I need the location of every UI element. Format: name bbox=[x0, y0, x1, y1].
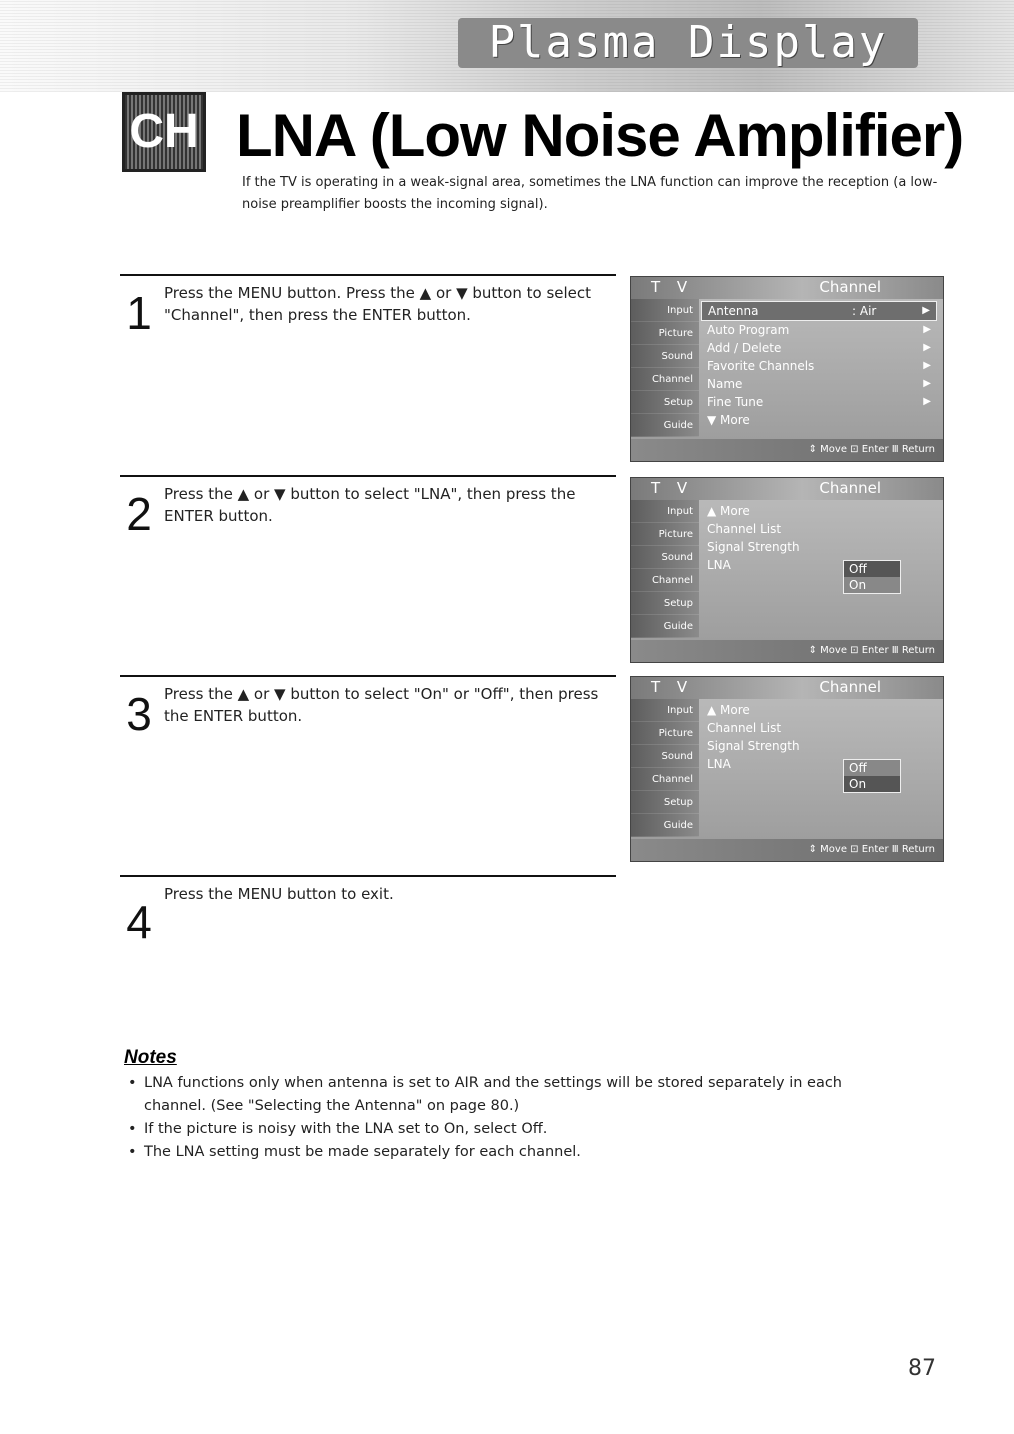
arrow-right-icon: ▶ bbox=[923, 378, 931, 389]
sidebar-item-setup: Setup bbox=[631, 592, 699, 615]
menu-item-fine-tune bbox=[701, 393, 937, 411]
option-off: Off bbox=[849, 761, 867, 775]
lna-options bbox=[843, 759, 901, 793]
menu-item-label: Fine Tune bbox=[707, 395, 764, 409]
screen-header bbox=[631, 677, 943, 699]
sidebar-item-input: Input bbox=[631, 699, 699, 722]
sidebar-item-channel: Channel bbox=[631, 569, 699, 592]
sidebar-item-picture: Picture bbox=[631, 722, 699, 745]
sidebar-item-picture: Picture bbox=[631, 322, 699, 345]
menu-item-channel-list: Channel List bbox=[707, 721, 782, 735]
screen-mode-label: T V bbox=[651, 678, 694, 696]
screen-title: Channel bbox=[819, 278, 881, 296]
menu-item-more bbox=[701, 411, 937, 429]
notes-list bbox=[124, 1072, 884, 1164]
screen-mode-label: T V bbox=[651, 278, 694, 296]
sidebar-item-setup: Setup bbox=[631, 391, 699, 414]
step-text: Press the ▲ or ▼ button to select "On" or "Off", then press the ENTER button. bbox=[164, 685, 599, 725]
step-divider bbox=[120, 875, 616, 877]
menu-item-auto-program bbox=[701, 321, 937, 339]
menu-item-more: ▲ More bbox=[707, 504, 750, 518]
sidebar-item-picture: Picture bbox=[631, 523, 699, 546]
top-banner bbox=[0, 0, 1014, 92]
step-divider bbox=[120, 274, 616, 276]
notes-heading: Notes bbox=[124, 1047, 177, 1068]
note-item: • LNA functions only when antenna is set to AIR and the settings will be stored separately in each channel. (See "Selecting the Antenna" on page 80.) bbox=[124, 1072, 884, 1118]
step-4 bbox=[120, 875, 616, 948]
sidebar-item-setup: Setup bbox=[631, 791, 699, 814]
menu-item-channel-list: Channel List bbox=[707, 522, 782, 536]
sidebar-item-channel: Channel bbox=[631, 768, 699, 791]
menu-item-more: ▲ More bbox=[707, 703, 750, 717]
screen-header bbox=[631, 277, 943, 299]
menu-item-add-delete bbox=[701, 339, 937, 357]
screen-header bbox=[631, 478, 943, 500]
step-divider bbox=[120, 475, 616, 477]
step-number: 3 bbox=[126, 688, 152, 740]
note-item: • If the picture is noisy with the LNA set to On, select Off. bbox=[124, 1118, 884, 1141]
menu-item-label: Auto Program bbox=[707, 323, 790, 337]
option-on: On bbox=[844, 776, 900, 792]
sidebar-item-guide: Guide bbox=[631, 615, 699, 638]
sidebar-item-guide: Guide bbox=[631, 814, 699, 837]
note-item: • The LNA setting must be made separately for each channel. bbox=[124, 1141, 884, 1164]
screen-sidebar bbox=[631, 299, 699, 437]
sidebar-item-channel: Channel bbox=[631, 368, 699, 391]
intro-text: If the TV is operating in a weak-signal area, sometimes the LNA function can improve the reception (a low-noise preamplifier boosts the incoming signal). bbox=[242, 175, 938, 212]
menu-item-value: : Air bbox=[852, 304, 877, 318]
screen-menu bbox=[701, 502, 937, 636]
step-number: 1 bbox=[126, 287, 152, 339]
menu-item-label: Name bbox=[707, 377, 743, 391]
sidebar-item-input: Input bbox=[631, 299, 699, 322]
step-text: Press the ▲ or ▼ button to select "LNA", then press the ENTER button. bbox=[164, 485, 576, 525]
arrow-right-icon: ▶ bbox=[922, 305, 930, 316]
page-title: LNA (Low Noise Amplifier) bbox=[236, 102, 964, 169]
menu-item-favorite-channels bbox=[701, 357, 937, 375]
screen-title: Channel bbox=[819, 479, 881, 497]
menu-item-signal-strength: Signal Strength bbox=[707, 739, 800, 753]
step-divider bbox=[120, 675, 616, 677]
screen-menu bbox=[701, 301, 937, 435]
screen-sidebar bbox=[631, 500, 699, 638]
step-1 bbox=[120, 274, 616, 339]
sidebar-item-guide: Guide bbox=[631, 414, 699, 437]
step-number: 2 bbox=[126, 488, 152, 540]
menu-item-label: Favorite Channels bbox=[707, 359, 815, 373]
step-number: 4 bbox=[126, 896, 152, 948]
page-number: 87 bbox=[908, 1356, 936, 1381]
step-text: Press the MENU button to exit. bbox=[164, 885, 394, 903]
tv-screen-lna-options bbox=[630, 676, 944, 862]
menu-item-lna: LNA bbox=[707, 558, 731, 572]
sidebar-item-input: Input bbox=[631, 500, 699, 523]
screen-footer: ⇕ Move ⊡ Enter Ⅲ Return bbox=[631, 839, 943, 861]
banner-title: Plasma Display bbox=[458, 18, 918, 68]
tv-screen-lna-select bbox=[630, 477, 944, 663]
arrow-right-icon: ▶ bbox=[923, 396, 931, 407]
arrow-right-icon: ▶ bbox=[923, 324, 931, 335]
arrow-right-icon: ▶ bbox=[923, 342, 931, 353]
step-2 bbox=[120, 475, 616, 540]
screen-menu bbox=[701, 701, 937, 835]
screen-title: Channel bbox=[819, 678, 881, 696]
tv-screen-channel-menu bbox=[630, 276, 944, 462]
lna-options bbox=[843, 560, 901, 594]
menu-item-name bbox=[701, 375, 937, 393]
option-on: On bbox=[849, 578, 867, 592]
menu-item-antenna bbox=[701, 301, 937, 321]
screen-sidebar bbox=[631, 699, 699, 837]
sidebar-item-sound: Sound bbox=[631, 345, 699, 368]
section-badge: CH bbox=[122, 92, 206, 172]
menu-item-label: Add / Delete bbox=[707, 341, 782, 355]
menu-item-lna: LNA bbox=[707, 757, 731, 771]
menu-item-signal-strength: Signal Strength bbox=[707, 540, 800, 554]
menu-item-label: Antenna bbox=[708, 304, 759, 318]
option-off: Off bbox=[844, 561, 900, 577]
sidebar-item-sound: Sound bbox=[631, 546, 699, 569]
step-text: Press the MENU button. Press the ▲ or ▼ button to select "Channel", then press the ENTER button. bbox=[164, 284, 592, 324]
screen-mode-label: T V bbox=[651, 479, 694, 497]
screen-footer: ⇕ Move ⊡ Enter Ⅲ Return bbox=[631, 439, 943, 461]
arrow-right-icon: ▶ bbox=[923, 360, 931, 371]
step-3 bbox=[120, 675, 616, 740]
screen-footer: ⇕ Move ⊡ Enter Ⅲ Return bbox=[631, 640, 943, 662]
menu-item-label: ▼ More bbox=[707, 413, 750, 427]
sidebar-item-sound: Sound bbox=[631, 745, 699, 768]
